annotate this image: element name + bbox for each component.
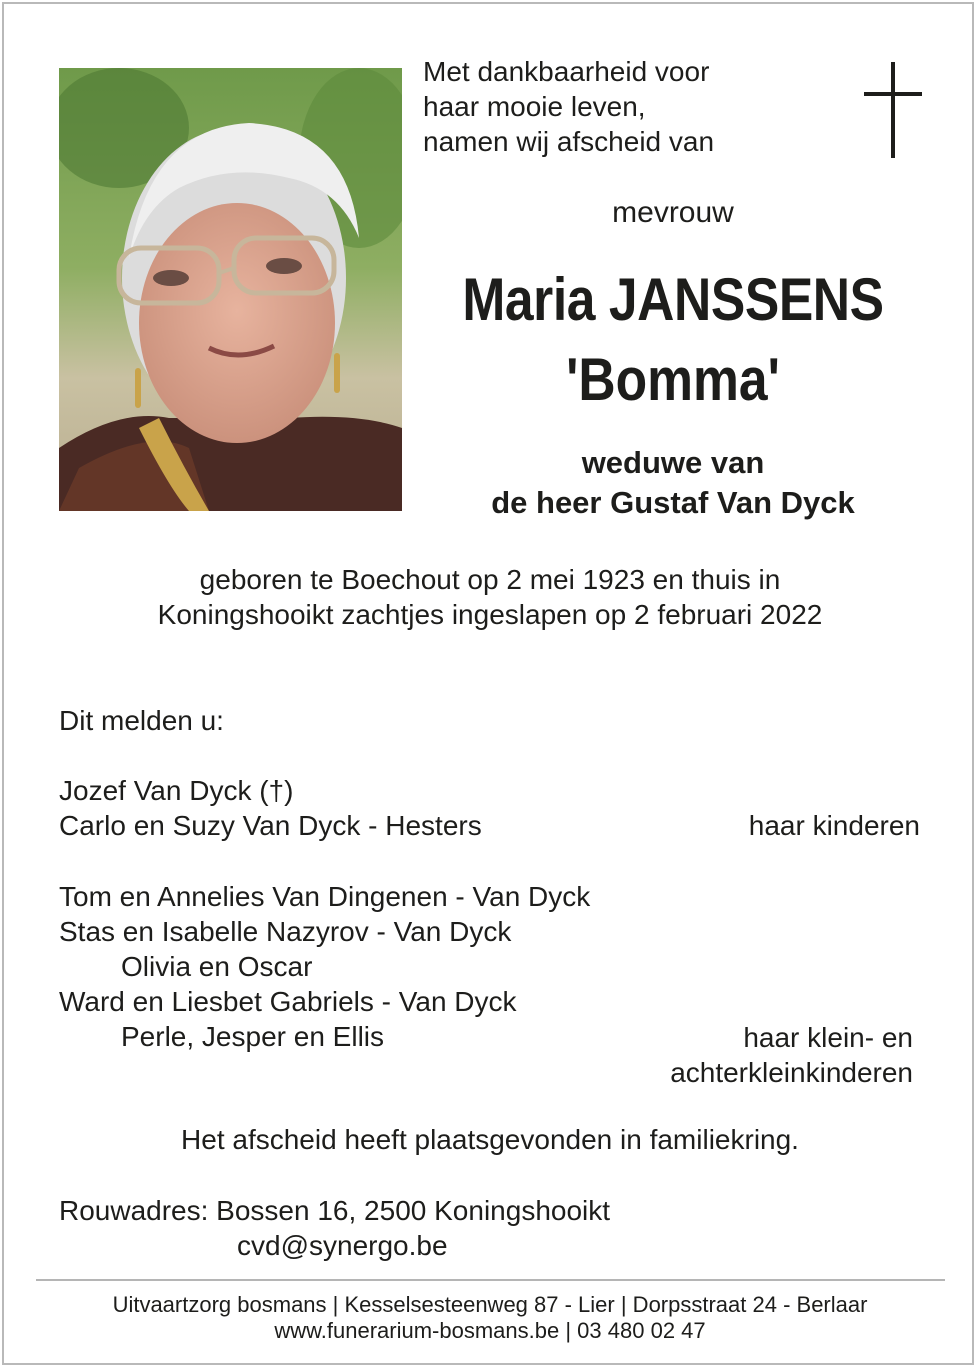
grandchild-item: Ward en Liesbet Gabriels - Van Dyck xyxy=(59,986,517,1017)
contact-email[interactable]: cvd@synergo.be xyxy=(237,1230,448,1261)
grandchildren-list xyxy=(59,879,590,1054)
children-label: haar kinderen xyxy=(748,810,920,841)
mourning-address: Rouwadres: Bossen 16, 2500 Koningshooikt xyxy=(59,1195,611,1226)
deceased-name: Maria JANSSENS xyxy=(462,266,884,333)
announce-text: Dit melden u: xyxy=(59,705,224,736)
farewell-text: Het afscheid heeft plaatsgevonden in familiekring. xyxy=(181,1124,799,1155)
cross-icon xyxy=(864,62,922,158)
grandchildren-label xyxy=(670,1020,913,1090)
title-word: mevrouw xyxy=(612,196,734,229)
grandchildren-label-line: haar klein- en xyxy=(743,1022,913,1053)
footer-website[interactable]: www.funerarium-bosmans.be | 03 480 02 47 xyxy=(274,1318,706,1343)
spouse-line: weduwe van xyxy=(581,445,765,480)
spouse-info xyxy=(423,443,923,523)
grandchildren-label-line: achterkleinkinderen xyxy=(670,1057,913,1088)
deceased-nickname: 'Bomma' xyxy=(566,346,780,413)
great-grandchild-item: Olivia en Oscar xyxy=(121,951,313,982)
birth-line: geboren te Boechout op 2 mei 1923 en thuis in xyxy=(199,564,781,595)
child-item: Carlo en Suzy Van Dyck - Hesters xyxy=(59,810,482,841)
death-line: Koningshooikt zachtjes ingeslapen op 2 februari 2022 xyxy=(157,599,823,630)
intro-line: haar mooie leven, xyxy=(423,91,646,122)
great-grandchild-item: Perle, Jesper en Ellis xyxy=(121,1021,385,1052)
intro-text xyxy=(423,54,714,159)
grandchild-item: Stas en Isabelle Nazyrov - Van Dyck xyxy=(59,916,512,947)
birth-death-info xyxy=(0,562,980,632)
footer-divider xyxy=(36,1279,945,1281)
child-item: Jozef Van Dyck (†) xyxy=(59,775,294,806)
portrait-photo xyxy=(59,68,402,511)
spouse-line: de heer Gustaf Van Dyck xyxy=(491,485,855,520)
grandchild-item: Tom en Annelies Van Dingenen - Van Dyck xyxy=(59,881,591,912)
footer-company: Uitvaartzorg bosmans | Kesselsesteenweg 87 - Lier | Dorpsstraat 24 - Berlaar xyxy=(112,1292,868,1317)
intro-line: Met dankbaarheid voor xyxy=(423,56,710,87)
children-list xyxy=(59,773,482,843)
intro-line: namen wij afscheid van xyxy=(423,126,715,157)
